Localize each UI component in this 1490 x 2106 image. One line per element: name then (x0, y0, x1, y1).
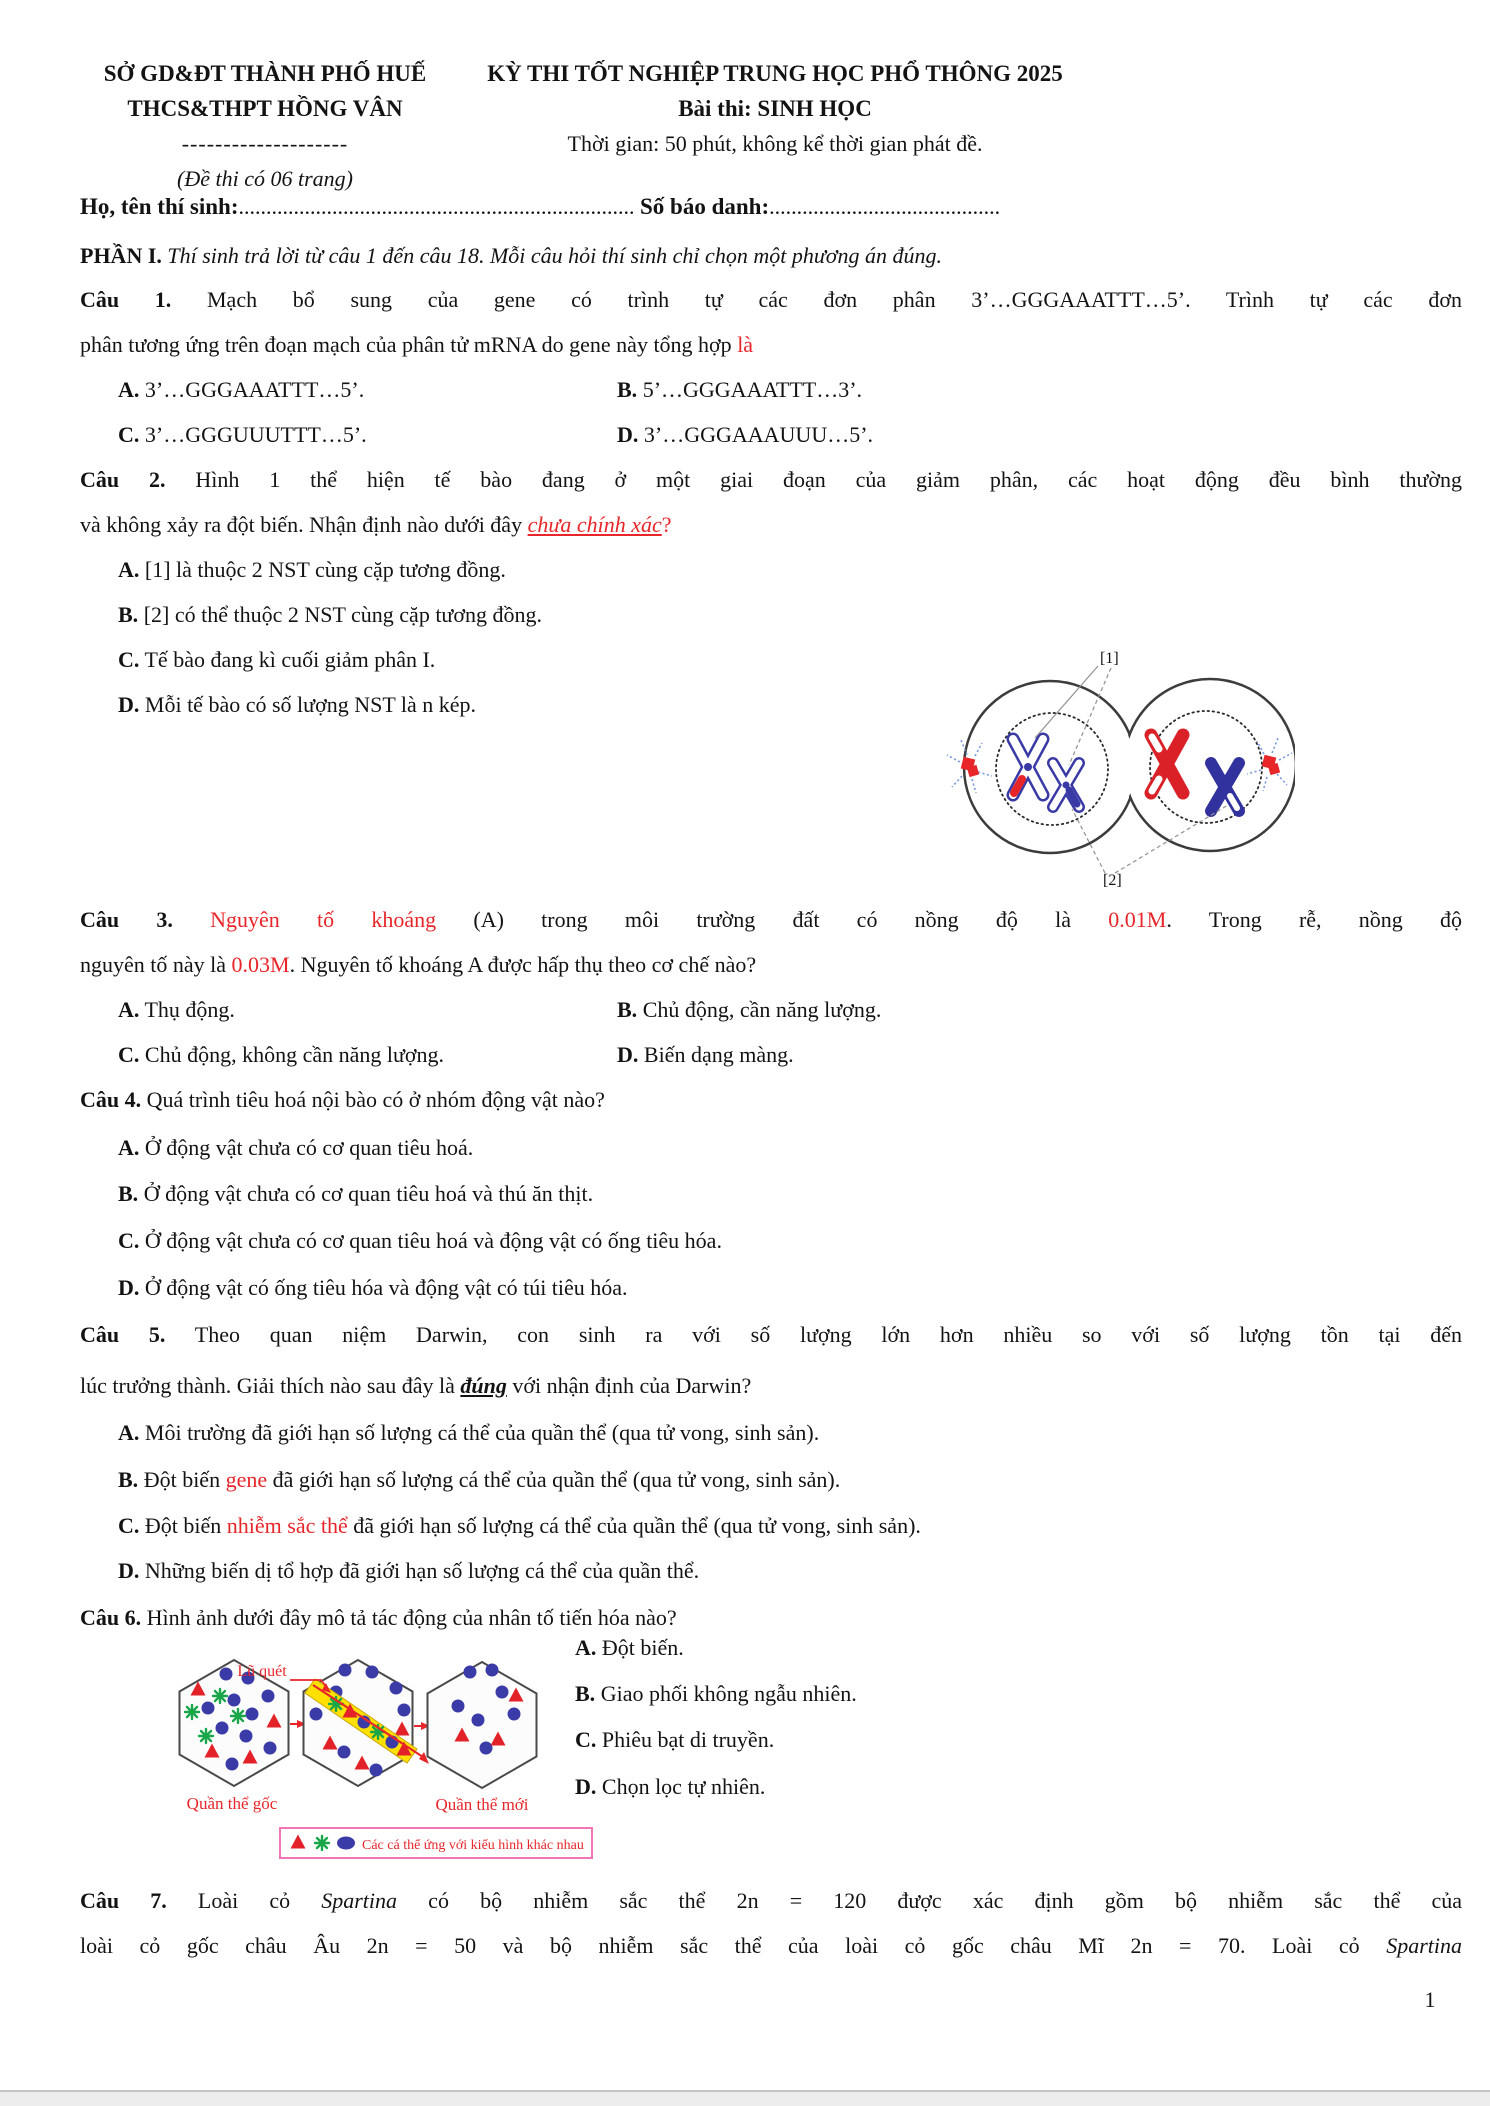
q2-line2 (80, 503, 1462, 547)
part1-instruction: Thí sinh trả lời từ câu 1 đến câu 18. Mỗi câu hỏi thí sinh chỉ chọn một phương án đúng. (161, 243, 943, 268)
q2-option-a: A. [1] là thuộc 2 NST cùng cặp tương đồng. (118, 557, 506, 582)
q5-option-d: D. Những biến dị tổ hợp đã giới hạn số lượng cá thể của quần thể. (118, 1558, 700, 1583)
q6-option-d: D. Chọn lọc tự nhiên. (575, 1774, 766, 1799)
school-name: THCS&THPT HỒNG VÂN (127, 96, 403, 121)
q3-line2: nguyên tố này là 0.03M. Nguyên tố khoáng A được hấp thụ theo cơ chế nào? (80, 952, 757, 977)
flooded-population-hexagon (304, 1660, 430, 1786)
q1-line1 (80, 278, 1462, 322)
q5-emphasis: đúng (460, 1373, 507, 1398)
flood-label: Lũ quét (237, 1663, 287, 1680)
q1-text2-red: là (737, 332, 754, 357)
q2-question-mark: ? (661, 512, 672, 537)
q5-label: Câu 5. (80, 1322, 166, 1347)
legend-star-icon (315, 1836, 329, 1850)
q4-label: Câu 4. (80, 1087, 142, 1112)
header-divider: -------------------- (181, 131, 349, 156)
q1-option-b: B. 5’…GGGAAATTT…3’. (617, 377, 863, 402)
q4-option-b: B. Ở động vật chưa có cơ quan tiêu hoá và thú ăn thịt. (118, 1181, 594, 1206)
department-name: SỞ GD&ĐT THÀNH PHỐ HUẾ (103, 61, 427, 86)
q2-text2-red: chưa chính xác (527, 512, 662, 537)
q2-text1: Hình 1 thể hiện tế bào đang ở một giai đoạn của giảm phân, các hoạt động đều bình thường (165, 467, 1463, 492)
part1-label: PHẦN I. (80, 243, 162, 268)
figure1-label-1: [1] (1100, 650, 1119, 667)
q6-option-b: B. Giao phối không ngẫu nhiên. (575, 1681, 857, 1706)
q1-text1: Mạch bổ sung của gene có trình tự các đơn phân 3’…GGGAAATTT…5’. Trình tự các đơn (171, 287, 1463, 312)
q3-option-b: B. Chủ động, cần năng lượng. (617, 997, 882, 1022)
header-left (75, 56, 455, 196)
new-population-label: Quần thể mới (435, 1795, 529, 1814)
q2-option-d: D. Mỗi tế bào có số lượng NST là n kép. (118, 692, 477, 717)
figure2-legend (280, 1828, 592, 1858)
q1-text2: phân tương ứng trên đoạn mạch của phân tử mRNA do gene này tổng hợp (80, 332, 738, 357)
exam-duration: Thời gian: 50 phút, không kể thời gian phát đề. (567, 131, 983, 156)
exam-subject: Bài thi: SINH HỌC (678, 96, 872, 121)
q2-option-b: B. [2] có thể thuộc 2 NST cùng cặp tương đồng. (118, 602, 542, 627)
page-number: 1 (1424, 1987, 1436, 2012)
exam-title: KỲ THI TỐT NGHIỆP TRUNG HỌC PHỔ THÔNG 2025 (487, 61, 1063, 86)
q7-line1: Câu 7. Loài cỏ Spartina có bộ nhiễm sắc thể 2n = 120 được xác định gồm bộ nhiễm sắc thể của (80, 1888, 1462, 1913)
q4-option-d: D. Ở động vật có ống tiêu hóa và động vật có túi tiêu hóa. (118, 1275, 628, 1300)
q2-label: Câu 2. (80, 467, 166, 492)
q4-line: Câu 4. Quá trình tiêu hoá nội bào có ở nhóm động vật nào? (80, 1087, 605, 1112)
genetic-drift-figure (140, 1652, 670, 1864)
q3-option-c: C. Chủ động, không cần năng lượng. (118, 1042, 445, 1067)
q1-label: Câu 1. (80, 287, 172, 312)
q1-option-c: C. 3’…GGGUUUTTT…5’. (118, 422, 367, 447)
legend-dot-icon (337, 1837, 355, 1850)
q6-option-a: A. Đột biến. (575, 1635, 684, 1660)
q5-option-b: B. Đột biến gene đã giới hạn số lượng cá thể của quần thể (qua tử vong, sinh sản). (118, 1467, 841, 1492)
q2-text2: và không xảy ra đột biến. Nhận định nào dưới đây (80, 512, 528, 537)
q7-label: Câu 7. (80, 1888, 167, 1913)
meiosis-cell-figure (945, 635, 1295, 890)
candidate-id-label: Số báo danh: (639, 194, 770, 219)
source-population-label: Quần thể gốc (186, 1794, 278, 1813)
candidate-line (80, 186, 1462, 228)
q4-option-a: A. Ở động vật chưa có cơ quan tiêu hoá. (118, 1135, 474, 1160)
q2-line1 (80, 458, 1462, 502)
q6-option-c: C. Phiêu bạt di truyền. (575, 1727, 775, 1752)
q6-label: Câu 6. (80, 1605, 142, 1630)
q6-line: Câu 6. Hình ảnh dưới đây mô tả tác động của nhân tố tiến hóa nào? (80, 1605, 677, 1630)
q1-option-a: A. 3’…GGGAAATTT…5’. (118, 377, 365, 402)
q4-option-c: C. Ở động vật chưa có cơ quan tiêu hoá và động vật có ống tiêu hóa. (118, 1228, 722, 1253)
page-bottom-edge (0, 2090, 1490, 2106)
q3-label: Câu 3. (80, 907, 173, 932)
q3-option-d: D. Biến dạng màng. (617, 1042, 794, 1067)
candidate-name-label: Họ, tên thí sinh: (80, 194, 239, 219)
q5-option-a: A. Môi trường đã giới hạn số lượng cá thể của quần thể (qua tử vong, sinh sản). (118, 1420, 820, 1445)
q5-line1: Câu 5. Theo quan niệm Darwin, con sinh ra với số lượng lớn hơn nhiều so với số lượng tồn tại đến (80, 1322, 1463, 1347)
q5-option-c: C. Đột biến nhiễm sắc thể đã giới hạn số lượng cá thể của quần thể (qua tử vong, sinh sản). (118, 1513, 921, 1538)
figure1-label-2: [2] (1103, 872, 1122, 889)
part1-heading (80, 234, 1462, 278)
header-right (455, 56, 1095, 161)
q1-option-d: D. 3’…GGGAAAUUU…5’. (617, 422, 874, 447)
candidate-name-field: ........................................................................ (238, 194, 635, 219)
q5-line2: lúc trưởng thành. Giải thích nào sau đây là đúng với nhận định của Darwin? (80, 1373, 752, 1398)
candidate-id-field: .......................................... (769, 194, 1001, 219)
q3-line1: Câu 3. Nguyên tố khoáng (A) trong môi trường đất có nồng độ là 0.01M. Trong rễ, nồng độ (80, 907, 1463, 932)
legend-text: Các cá thể ứng với kiểu hình khác nhau (362, 1838, 584, 1853)
new-population-hexagon (428, 1662, 537, 1788)
q2-option-c: C. Tế bào đang kì cuối giảm phân I. (118, 647, 436, 672)
cell-membranes (964, 679, 1295, 853)
q3-option-a: A. Thụ động. (118, 997, 235, 1022)
pages-note: (Đề thi có 06 trang) (177, 166, 353, 191)
q7-line2: loài cỏ gốc châu Âu 2n = 50 và bộ nhiễm sắc thể của loài cỏ gốc châu Mĩ 2n = 70. Loài cỏ Spartina (80, 1933, 1462, 1958)
q1-line2 (80, 323, 1462, 367)
